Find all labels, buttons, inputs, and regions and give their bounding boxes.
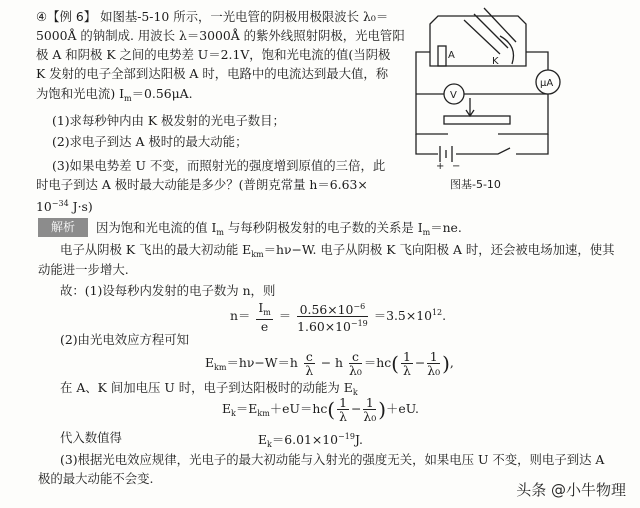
analysis-step-5a: (3)根据光电效应规律，光电子的最大初动能与入射光的强度无关，如果电压 U 不变，则电子到达 A	[60, 452, 605, 467]
light-ray-1	[464, 20, 500, 54]
question-2: (2)求电子到达 A 极时的最大动能；	[52, 134, 248, 149]
label-plus: +	[436, 161, 445, 171]
analysis-step-1: 故：(1)设每秒内发射的电子数为 n，则	[60, 283, 276, 298]
question-3-line-c: $10^{-34}$ J·s)	[36, 199, 93, 214]
example-text-1: 如图基-5-10 所示，一光电管的阴极用极限波长 λ₀＝	[100, 9, 389, 24]
anode	[438, 46, 446, 66]
label-V: V	[450, 90, 457, 101]
example-number: ④	[36, 9, 48, 24]
wire-left	[416, 52, 448, 134]
analysis-step-4: 代入数值得	[60, 430, 122, 445]
analysis-intro: 因为饱和光电流的值 $I_m$ 与每秒阴极发射的电子数的关系是 $I_m=ne$.	[96, 220, 462, 237]
example-line-4: K 发射的电子全部到达阳极 A 时，电路中的电流达到最大值，称	[36, 66, 389, 81]
analysis-step-3: 在 A、K 间加电压 U 时，电子到达阳极时的动能为 $E_k$	[60, 380, 358, 397]
analysis-step-2: (2)由光电效应方程可知	[60, 332, 190, 347]
example-line-5: 为饱和光电流) $I_m=0.56\mu A$.	[36, 86, 193, 103]
analysis-paragraph-1: 电子从阴极 K 飞出的最大初动能 $E_{km}=h\nu-W$. 电子从阴极 K 飞向阳极 A 时，还会被电场加速，使其	[60, 242, 615, 259]
rheostat	[444, 116, 510, 124]
question-1: (1)求每秒钟内由 K 极发射的光电子数目；	[52, 113, 285, 128]
wire-bottom	[416, 134, 548, 154]
equation-4: $E_k=6.01\times 10^{-19}J$.	[258, 432, 363, 449]
label-uA: μA	[540, 78, 554, 89]
wire-ammeter-down	[498, 94, 548, 134]
frac-Im-over-e: $\frac{I_m}{e}$	[258, 299, 271, 334]
example-line-2: 5000Å 的钠制成. 用波长 λ＝3000Å 的紫外线照射阴极，光电管阳	[36, 28, 405, 43]
light-ray-3	[484, 8, 516, 42]
cathode	[500, 36, 514, 64]
equation-1: n＝ $\frac{I_m}{e}$ ＝ $\frac{0.56\times 10^{-6}}{1.60\times 10^{-19}}$ $=3.5\times 10^{12}$.	[230, 299, 447, 334]
label-K: K	[492, 56, 499, 67]
phototube-outline	[430, 16, 526, 66]
frac-numeric: $\frac{0.56\times 10^{-6}}{1.60\times 10^{-19}}$	[297, 302, 368, 334]
analysis-step-5b: 极的最大动能不会变.	[38, 471, 154, 486]
light-ray-2	[474, 14, 508, 48]
watermark: 头条 @小牛物理	[516, 481, 626, 499]
circuit-diagram	[408, 6, 578, 171]
equation-2: $E_{km}=h\nu-W=h$ $\frac{c}{\lambda}$ − h $\frac{c}{\text{λ₀}}$ ＝hc( $\frac{1}{\lambda}$ − $\frac{1}{\text{λ₀}}$ ),	[205, 349, 454, 378]
example-line-1	[36, 7, 388, 26]
equation-3: $E_k=E_{km}+eU=hc$( $\frac{1}{\lambda}$ − $\frac{1}{\text{λ₀}}$ )＋eU.	[222, 395, 419, 424]
wire-right	[526, 52, 548, 70]
analysis-tag: 解析	[38, 218, 88, 237]
question-3-line-a: (3)如果电势差 U 不变，而照射光的强度增到原值的三倍，此	[52, 158, 386, 173]
question-3-line-b: 时电子到达 A 极时最大动能是多少？(普朗克常量 h＝6.63×	[36, 177, 368, 192]
example-line-3: 极 A 和阴极 K 之间的电势差 U＝2.1V，饱和光电流的值(当阴极	[36, 47, 391, 62]
analysis-paragraph-2: 动能进一步增大.	[38, 262, 129, 277]
rheostat-slider	[466, 102, 474, 116]
figure-caption: 图基-5-10	[450, 178, 501, 191]
label-minus: −	[452, 161, 461, 171]
label-A: A	[448, 50, 455, 61]
example-label: 【例 6】	[47, 9, 97, 24]
